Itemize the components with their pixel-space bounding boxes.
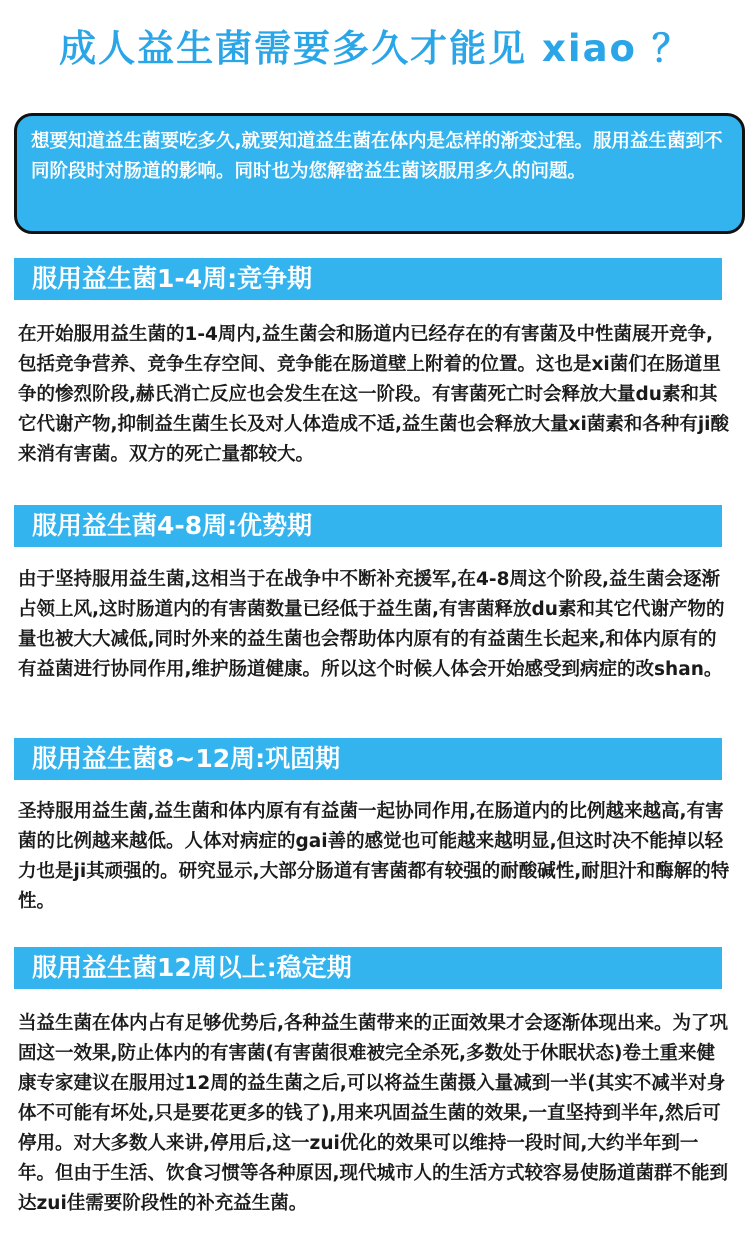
section-title: 服用益生菌1-4周:竞争期 (32, 264, 313, 293)
page-title: 成人益生菌需要多久才能见 xiao ？ (59, 27, 691, 70)
intro-text: 想要知道益生菌要吃多久,就要知道益生菌在体内是怎样的渐变过程。服用益生菌到不同阶段时对肠道的影响。同时也为您解密益生菌该服用多久的问题。 (31, 131, 723, 182)
section-body-2: 由于坚持服用益生菌,这相当于在战争中不断补充援军,在4-8周这个阶段,益生菌会逐渐占领上风,这时肠道内的有害菌数量已经低于益生菌,有害菌释放du素和其它代谢产物的量也被大大减低,同时外来的益生菌也会帮助体内原有的有益菌生长起来,和体内原有的有益菌进行协同作用,维护肠道健康。所以这个时候人体会开始感受到病症的改shan。 (18, 569, 725, 680)
section-title: 服用益生菌12周以上:稳定期 (32, 953, 352, 982)
section-body-1: 在开始服用益生菌的1-4周内,益生菌会和肠道内已经存在的有害菌及中性菌展开竞争,包括竞争营养、竞争生存空间、竞争能在肠道壁上附着的位置。这也是xi菌们在肠道里争的惨烈阶段,赫氏消亡反应也会发生在这一阶段。有害菌死亡时会释放大量du素和其它代谢产物,抑制益生菌生长及对人体造成不适,益生菌也会释放大量xi菌素和各种有ji酸来消有害菌。双方的死亡量都较大。 (18, 324, 730, 465)
section-heading-2 (14, 505, 722, 547)
section-body-4: 当益生菌在体内占有足够优势后,各种益生菌带来的正面效果才会逐渐体现出来。为了巩固这一效果,防止体内的有害菌(有害菌很难被完全杀死,多数处于休眠状态)卷土重来健康专家建议在服用过12周的益生菌之后,可以将益生菌摄入量减到一半(其实不减半对身体不可能有坏处,只是要花更多的钱了),用来巩固益生菌的效果,一直坚持到半年,然后可停用。对大多数人来讲,停用后,这一zui优化的效果可以维持一段时间,大约半年到一年。但由于生活、饮食习惯等各种原因,现代城市人的生活方式较容易使肠道菌群不能到达zui佳需要阶段性的补充益生菌。 (18, 1013, 729, 1214)
section-heading-3 (14, 738, 722, 780)
section-heading-4 (14, 947, 722, 989)
intro-box (14, 113, 745, 234)
section-body-3: 圣持服用益生菌,益生菌和体内原有有益菌一起协同作用,在肠道内的比例越来越高,有害菌的比例越来越低。人体对病症的gai善的感觉也可能越来越明显,但这时决不能掉以轻力也是ji其顽强的。研究显示,大部分肠道有害菌都有较强的耐酸碱性,耐胆汁和酶解的特性。 (18, 801, 730, 912)
section-title: 服用益生菌4-8周:优势期 (32, 511, 313, 540)
section-heading-1 (14, 258, 722, 300)
section-title: 服用益生菌8~12周:巩固期 (32, 744, 341, 773)
